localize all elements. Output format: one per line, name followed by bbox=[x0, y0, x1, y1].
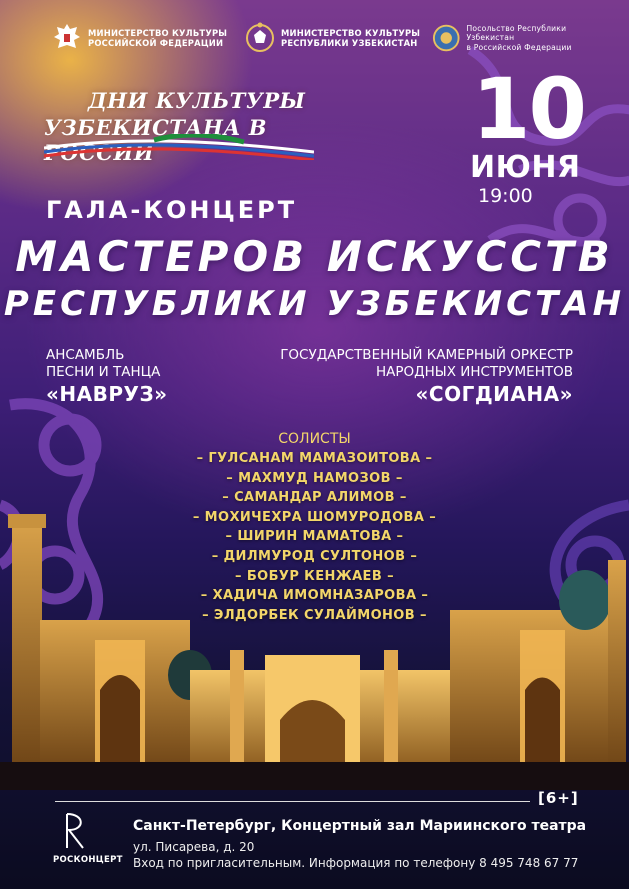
soloist-name: – МОХИЧЕХРА ШОМУРОДОВА – bbox=[192, 509, 437, 525]
soloist-name: – ЭЛДОРБЕК СУЛАЙМОНОВ – bbox=[202, 607, 427, 623]
embassy-emblem-icon bbox=[432, 21, 460, 55]
soloist-name: – ШИРИН МАМАТОВА – bbox=[225, 529, 404, 545]
soloists-block bbox=[0, 430, 629, 625]
organizer-name: РОСКОНЦЕРТ bbox=[53, 855, 123, 865]
age-rating-badge: [6+] bbox=[538, 789, 579, 807]
soloists-heading: СОЛИСТЫ bbox=[278, 431, 351, 447]
footer-divider bbox=[55, 801, 530, 802]
embassy-line2: в Российской Федерации bbox=[466, 42, 572, 52]
double-headed-eagle-icon bbox=[52, 21, 82, 55]
ensemble-sogdiana bbox=[280, 347, 573, 406]
partner-logos bbox=[52, 18, 609, 58]
ensemble-navruz-line2: ПЕСНИ И ТАНЦА bbox=[46, 364, 161, 380]
event-time: 19:00 bbox=[478, 185, 533, 207]
festival-line1: ДНИ КУЛЬТУРЫ bbox=[88, 88, 306, 113]
event-day: 10 bbox=[472, 60, 585, 158]
ensemble-navruz-line1: АНСАМБЛЬ bbox=[46, 347, 125, 363]
uzbekistan-emblem-icon bbox=[245, 21, 275, 55]
venue: Санкт-Петербург, Концертный зал Мариинского театра bbox=[133, 818, 587, 834]
event-title-line1: МАСТЕРОВ ИСКУССТВ bbox=[15, 232, 614, 281]
soloist-name: – МАХМУД НАМОЗОВ – bbox=[226, 470, 403, 486]
soloist-name: – БОБУР КЕНЖАЕВ – bbox=[235, 568, 394, 584]
ministry-russia-logo bbox=[52, 18, 227, 58]
ministry-uzbekistan-line1: МИНИСТЕРСТВО КУЛЬТУРЫ bbox=[281, 28, 421, 38]
ensemble-sogdiana-line2: НАРОДНЫХ ИНСТРУМЕНТОВ bbox=[375, 364, 573, 380]
soloist-name: – ХАДИЧА ИМОМНАЗАРОВА – bbox=[200, 588, 429, 604]
venue-address: ул. Писарева, д. 20 bbox=[133, 840, 255, 854]
event-type: ГАЛА-КОНЦЕРТ bbox=[46, 196, 298, 224]
ensemble-sogdiana-name: «СОГДИАНА» bbox=[415, 382, 573, 406]
ministry-uzbekistan-line2: РЕСПУБЛИКИ УЗБЕКИСТАН bbox=[281, 38, 418, 48]
ensemble-navruz-name: «НАВРУЗ» bbox=[46, 382, 168, 406]
embassy-line1: Посольство Республики Узбекистан bbox=[466, 23, 567, 43]
admission-info: Вход по пригласительным. Информация по телефону 8 495 748 67 77 bbox=[133, 856, 579, 870]
festival-line2: УЗБЕКИСТАНА В РОССИИ bbox=[44, 115, 268, 165]
event-month: ИЮНЯ bbox=[470, 150, 581, 185]
ministry-russia-line1: МИНИСТЕРСТВО КУЛЬТУРЫ bbox=[88, 28, 228, 38]
event-title-line2: РЕСПУБЛИКИ УЗБЕКИСТАН bbox=[3, 284, 626, 324]
soloist-name: – ДИЛМУРОД СУЛТОНОВ – bbox=[211, 548, 418, 564]
ministry-russia-line2: РОССИЙСКОЙ ФЕДЕРАЦИИ bbox=[88, 38, 224, 48]
flag-swoosh-icon bbox=[44, 134, 314, 160]
roskoncert-logo-icon bbox=[63, 812, 87, 850]
ministry-uzbekistan-logo bbox=[245, 18, 420, 58]
ensemble-navruz bbox=[46, 347, 168, 406]
soloist-name: – ГУЛСАНАМ МАМАЗОИТОВА – bbox=[196, 451, 433, 466]
ensemble-sogdiana-line1: ГОСУДАРСТВЕННЫЙ КАМЕРНЫЙ ОРКЕСТР bbox=[280, 347, 573, 363]
soloist-name: – САМАНДАР АЛИМОВ – bbox=[222, 490, 407, 506]
embassy-logo bbox=[432, 18, 609, 58]
festival-logo bbox=[44, 88, 314, 165]
